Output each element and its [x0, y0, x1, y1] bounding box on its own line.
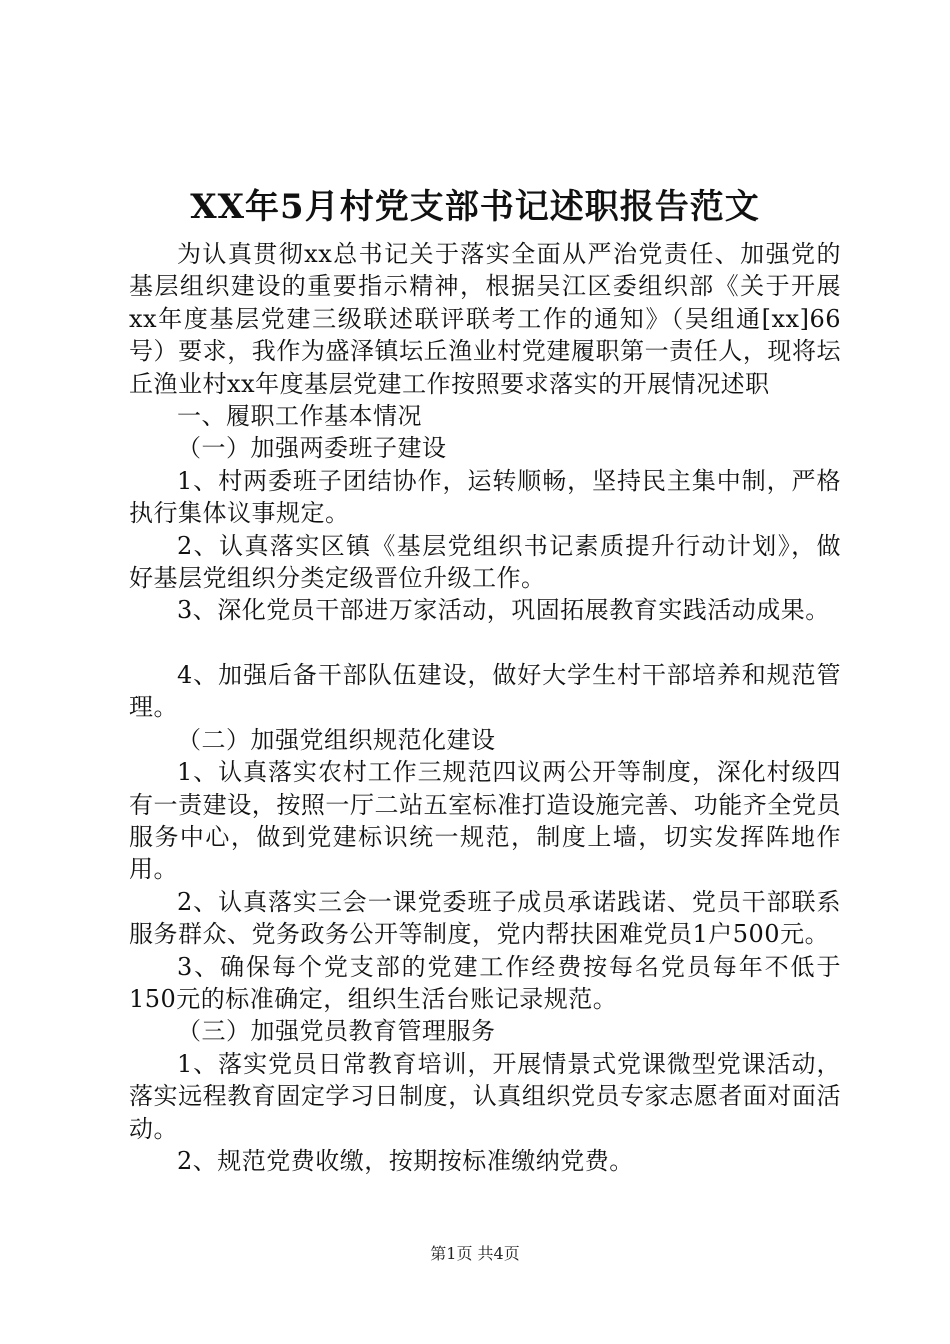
- paragraph-2-2: 2、认真落实三会一课党委班子成员承诺践诺、党员干部联系服务群众、党务政务公开等制度，党内帮扶困难党员1户500元。: [129, 887, 841, 949]
- intro-paragraph: 为认真贯彻xx总书记关于落实全面从严治党责任、加强党的基层组织建设的重要指示精神，根据吴江区委组织部《关于开展xx年度基层党建三级联述联评联考工作的通知》（吴组通[xx]66号）要求，我作为盛泽镇坛丘渔业村党建履职第一责任人，现将坛丘渔业村xx年度基层党建工作按照要求落实的开展情况述职: [129, 240, 841, 398]
- subsection-heading-2: （二）加强党组织规范化建设: [177, 725, 496, 754]
- document-body: [129, 238, 841, 1177]
- paragraph-1-1: 1、村两委班子团结协作，运转顺畅，坚持民主集中制，严格执行集体议事规定。: [129, 466, 841, 528]
- section-heading-1: 一、履职工作基本情况: [177, 402, 422, 431]
- paragraph-2-3: 3、确保每个党支部的党建工作经费按每名党员每年不低于150元的标准确定，组织生活台账记录规范。: [129, 952, 841, 1013]
- paragraph-3-2: 2、规范党费收缴，按期按标准缴纳党费。: [177, 1146, 634, 1175]
- paragraph-2-1: 1、认真落实农村工作三规范四议两公开等制度，深化村级四有一责建设，按照一厅二站五室标准打造设施完善、功能齐全党员服务中心，做到党建标识统一规范，制度上墙，切实发挥阵地作用。: [129, 758, 841, 884]
- paragraph-3-1: 1、落实党员日常教育培训，开展情景式党课微型党课活动，落实远程教育固定学习日制度，认真组织党员专家志愿者面对面活动。: [129, 1049, 841, 1143]
- paragraph-1-2: 2、认真落实区镇《基层党组织书记素质提升行动计划》，做好基层党组织分类定级晋位升级工作。: [129, 531, 841, 593]
- paragraph-1-4: 4、加强后备干部队伍建设，做好大学生村干部培养和规范管理。: [129, 660, 841, 722]
- paragraph-1-3: 3、深化党员干部进万家活动，巩固拓展教育实践活动成果。: [177, 596, 830, 625]
- document-title: XX年5月村党支部书记述职报告范文: [190, 187, 760, 227]
- subsection-heading-1: （一）加强两委班子建设: [177, 434, 447, 463]
- subsection-heading-3: （三）加强党员教育管理服务: [177, 1017, 496, 1046]
- page-number-footer: 第1页 共4页: [430, 1244, 520, 1263]
